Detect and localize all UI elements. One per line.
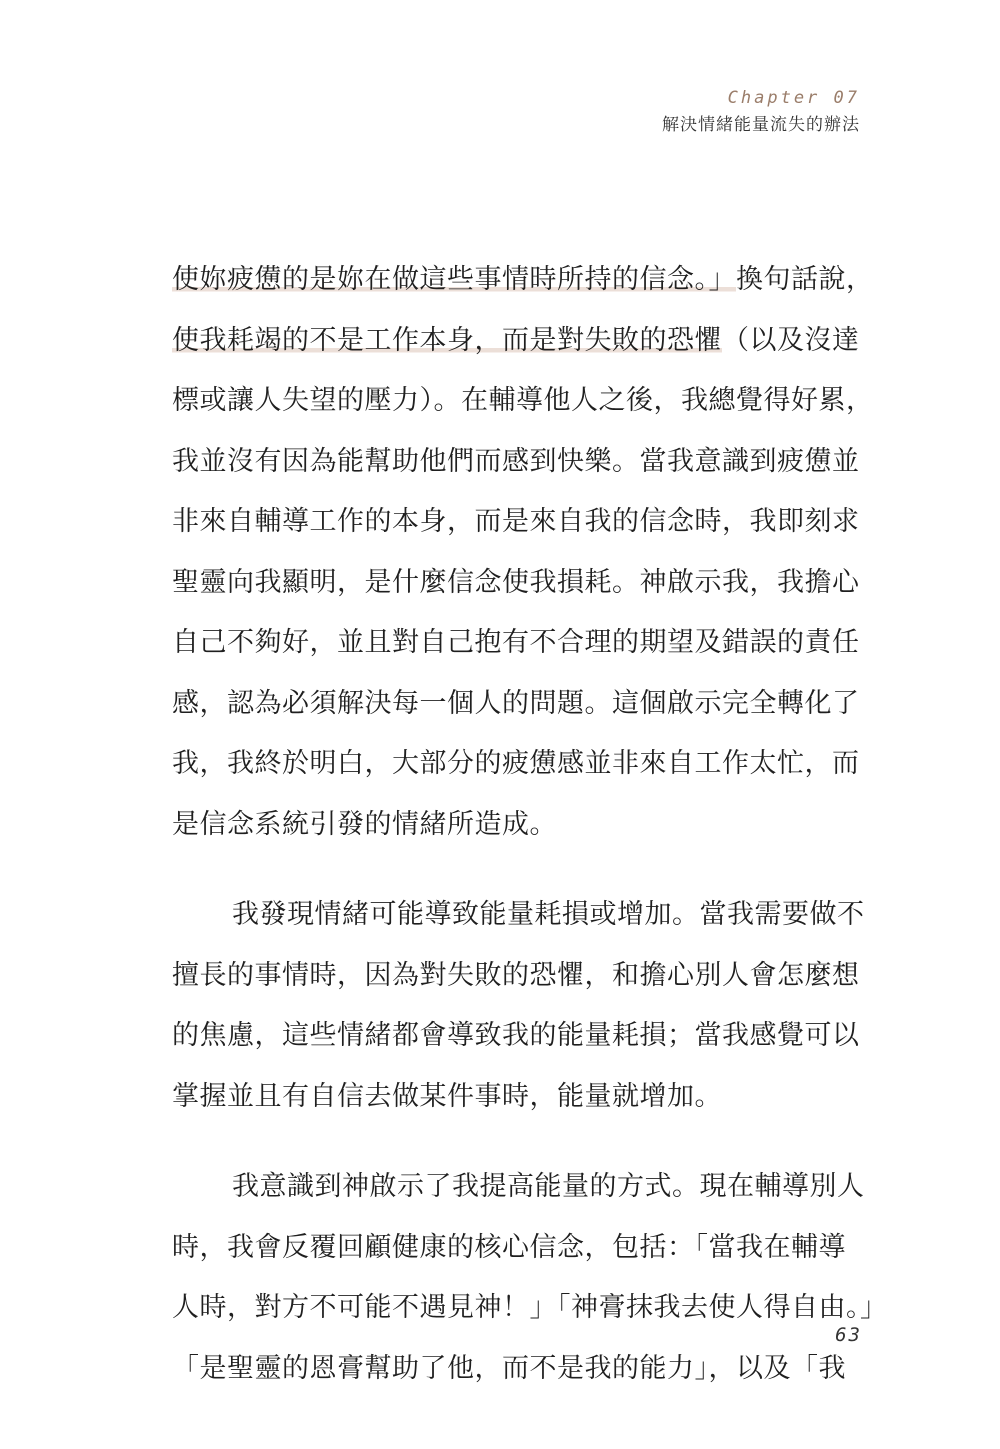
text-line: 感，認為必須解決每一個人的問題。這個啟示完全轉化了 (172, 687, 860, 719)
text-line: 聖靈向我顯明，是什麼信念使我損耗。神啟示我，我擔心 (172, 566, 860, 598)
text-line: 自己不夠好，並且對自己抱有不合理的期望及錯誤的責任 (172, 627, 860, 658)
paragraph-3 (172, 1157, 888, 1399)
paragraph-2 (172, 885, 865, 1127)
text-line: 我發現情緒可能導致能量耗損或增加。當我需要做不 (232, 899, 865, 930)
body-text (172, 250, 888, 1399)
text-line: 人時，對方不可能不遇見神！」「神膏抹我去使人得自由。」 (172, 1292, 888, 1323)
text-line: 的焦慮，這些情緒都會導致我的能量耗損；當我感覺可以 (172, 1020, 860, 1051)
paragraph-gap (172, 855, 862, 885)
text-line: 「是聖靈的恩膏幫助了他，而不是我的能力」，以及「我 (172, 1352, 846, 1384)
text-line: 我，我終於明白，大部分的疲憊感並非來自工作太忙，而 (172, 748, 860, 779)
running-header (662, 84, 860, 138)
text-line: 擅長的事情時，因為對失敗的恐懼，和擔心別人會怎麼想 (172, 959, 860, 991)
text-line: 我意識到神啟示了我提高能量的方式。現在輔導別人 (232, 1171, 865, 1202)
text-line: 非來自輔導工作的本身，而是來自我的信念時，我即刻求 (172, 506, 860, 537)
text-line: 我並沒有因為能幫助他們而感到快樂。當我意識到疲憊並 (172, 445, 860, 477)
chapter-title: 解決情緒能量流失的辦法 (662, 115, 860, 135)
paragraph-gap (172, 1127, 862, 1157)
page-number: 63 (835, 1324, 862, 1346)
text-line (172, 311, 862, 372)
text-line: 時，我會反覆回顧健康的核心信念，包括：「當我在輔導 (172, 1231, 846, 1263)
text-line: 標或讓人失望的壓力）。在輔導他人之後，我總覺得好累， (172, 385, 874, 416)
highlighted-text: 使我耗竭的不是工作本身，而是對失敗的恐懼 (172, 324, 722, 356)
text-line: 是信念系統引發的情緒所造成。 (172, 808, 557, 840)
text-line (172, 250, 874, 311)
text-line: 掌握並且有自信去做某件事時，能量就增加。 (172, 1080, 722, 1112)
highlighted-text: 使妳疲憊的是妳在做這些事情時所持的信念。」 (172, 264, 736, 295)
line-text: （以及沒達 (722, 324, 860, 356)
chapter-label: Chapter 07 (727, 88, 860, 108)
paragraph-1 (172, 250, 874, 855)
line-text: 換句話說， (736, 264, 874, 295)
